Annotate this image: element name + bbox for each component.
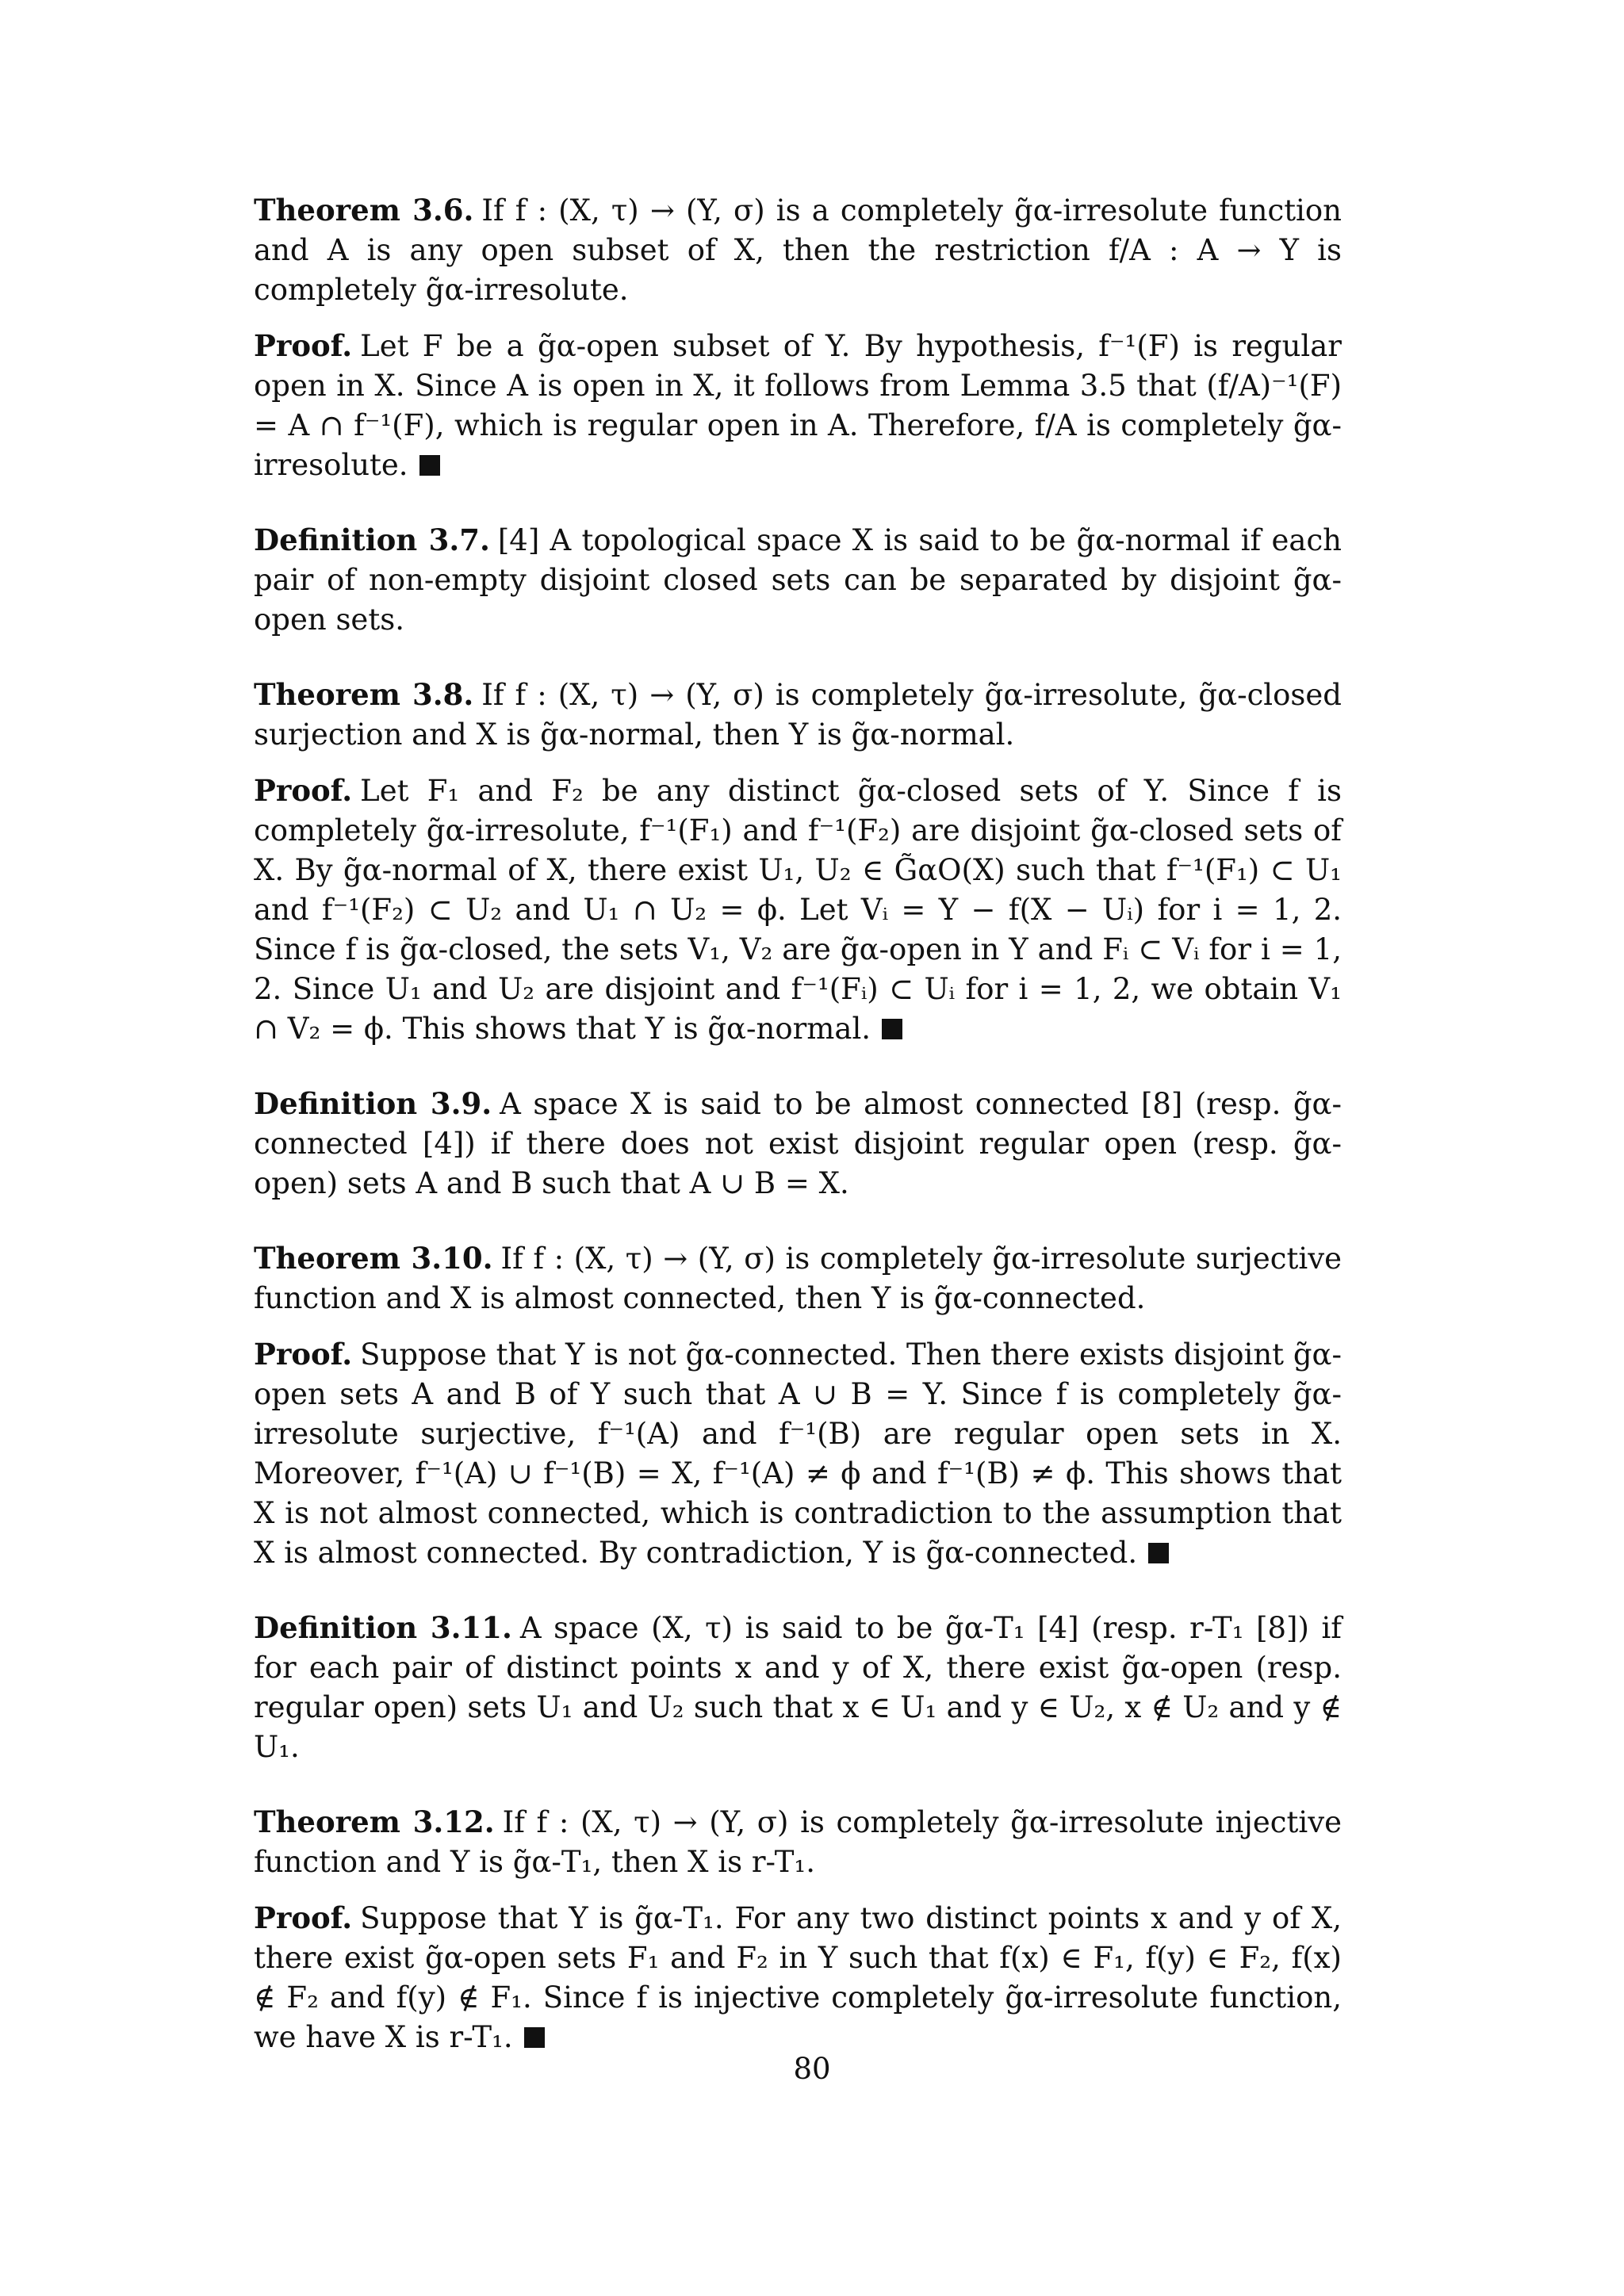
theorem-3-6 (254, 190, 1342, 310)
qed-square-icon (419, 455, 440, 476)
theorem-3-10 (254, 1238, 1342, 1318)
block-text: A space X is said to be almost connected [8] (resp. g̃α-connected [4]) if there does not exist disjoint regular open (resp. g̃α-open) sets A and B such that A ∪ B = X. (254, 1087, 1342, 1200)
proof-3-12 (254, 1898, 1342, 2057)
block-text: Suppose that Y is not g̃α-connected. Then there exists disjoint g̃α-open sets A and B of Y such that A ∪ B = Y. Since f is completely g̃α-irresolute surjective, f⁻¹(A) and f⁻¹(B) are regular open sets in X. Moreover, f⁻¹(A) ∪ f⁻¹(B) = X, f⁻¹(A) ≠ ϕ and f⁻¹(B) ≠ ϕ. This shows that X is not almost connected, which is contradiction to the assumption that X is almost connected. By contradiction, Y is g̃α-connected. (254, 1337, 1342, 1570)
theorem-3-12 (254, 1802, 1342, 1882)
block-text: [4] A topological space X is said to be g̃α-normal if each pair of non-empty disjoint closed sets can be separated by disjoint g̃α-open sets. (254, 523, 1342, 637)
block-label: Definition 3.7. (254, 522, 490, 557)
block-text: Suppose that Y is g̃α-T₁. For any two distinct points x and y of X, there exist g̃α-open sets F₁ and F₂ in Y such that f(x) ∈ F₁, f(y) ∈ F₂, f(x) ∉ F₂ and f(y) ∉ F₁. Since f is injective completely g̃α-irresolute function, we have X is r-T₁. (254, 1901, 1342, 2054)
qed-square-icon (524, 2027, 545, 2048)
page-content (254, 190, 1342, 2057)
block-text: A space (X, τ) is said to be g̃α-T₁ [4] (resp. r-T₁ [8]) if for each pair of distinct points x and y of X, there exist g̃α-open (resp. regular open) sets U₁ and U₂ such that x ∈ U₁ and y ∈ U₂, x ∉ U₂ and y ∉ U₁. (254, 1611, 1342, 1764)
block-label: Proof. (254, 773, 353, 808)
block-text: If f : (X, τ) → (Y, σ) is completely g̃α-irresolute surjective function and X is almost connected, then Y is g̃α-connected. (254, 1242, 1342, 1315)
proof-3-8 (254, 771, 1342, 1049)
block-text: Let F₁ and F₂ be any distinct g̃α-closed sets of Y. Since f is completely g̃α-irresolute, f⁻¹(F₁) and f⁻¹(F₂) are disjoint g̃α-closed sets of X. By g̃α-normal of X, there exist U₁, U₂ ∈ G̃αO(X) such that f⁻¹(F₁) ⊂ U₁ and f⁻¹(F₂) ⊂ U₂ and U₁ ∩ U₂ = ϕ. Let Vᵢ = Y − f(X − Uᵢ) for i = 1, 2. Since f is g̃α-closed, the sets V₁, V₂ are g̃α-open in Y and Fᵢ ⊂ Vᵢ for i = 1, 2. Since U₁ and U₂ are disjoint and f⁻¹(Fᵢ) ⊂ Uᵢ for i = 1, 2, we obtain V₁ ∩ V₂ = ϕ. This shows that Y is g̃α-normal. (254, 774, 1342, 1046)
block-text: Let F be a g̃α-open subset of Y. By hypothesis, f⁻¹(F) is regular open in X. Since A is open in X, it follows from Lemma 3.5 that (f/A)⁻¹(F) = A ∩ f⁻¹(F), which is regular open in A. Therefore, f/A is completely g̃α-irresolute. (254, 329, 1342, 482)
block-label: Theorem 3.10. (254, 1241, 493, 1276)
block-label: Theorem 3.12. (254, 1804, 495, 1839)
proof-3-6 (254, 326, 1342, 485)
definition-3-11 (254, 1608, 1342, 1767)
definition-3-9 (254, 1084, 1342, 1203)
theorem-3-8 (254, 675, 1342, 755)
definition-3-7 (254, 520, 1342, 640)
block-label: Definition 3.9. (254, 1086, 492, 1121)
page-number: 80 (793, 2052, 831, 2086)
block-label: Proof. (254, 1337, 353, 1372)
block-label: Theorem 3.8. (254, 677, 474, 712)
block-text: If f : (X, τ) → (Y, σ) is a completely g̃α-irresolute function and A is any open subset of X, then the restriction f/A : A → Y is completely g̃α-irresolute. (254, 193, 1342, 307)
qed-square-icon (1148, 1543, 1169, 1563)
block-label: Proof. (254, 1900, 353, 1935)
block-text: If f : (X, τ) → (Y, σ) is completely g̃α-irresolute injective function and Y is g̃α-T₁, then X is r-T₁. (254, 1805, 1342, 1879)
block-label: Theorem 3.6. (254, 193, 474, 228)
proof-3-10 (254, 1334, 1342, 1573)
block-label: Definition 3.11. (254, 1610, 512, 1645)
qed-square-icon (882, 1019, 902, 1039)
block-label: Proof. (254, 328, 353, 363)
block-text: If f : (X, τ) → (Y, σ) is completely g̃α-irresolute, g̃α-closed surjection and X is g̃α-normal, then Y is g̃α-normal. (254, 678, 1342, 752)
